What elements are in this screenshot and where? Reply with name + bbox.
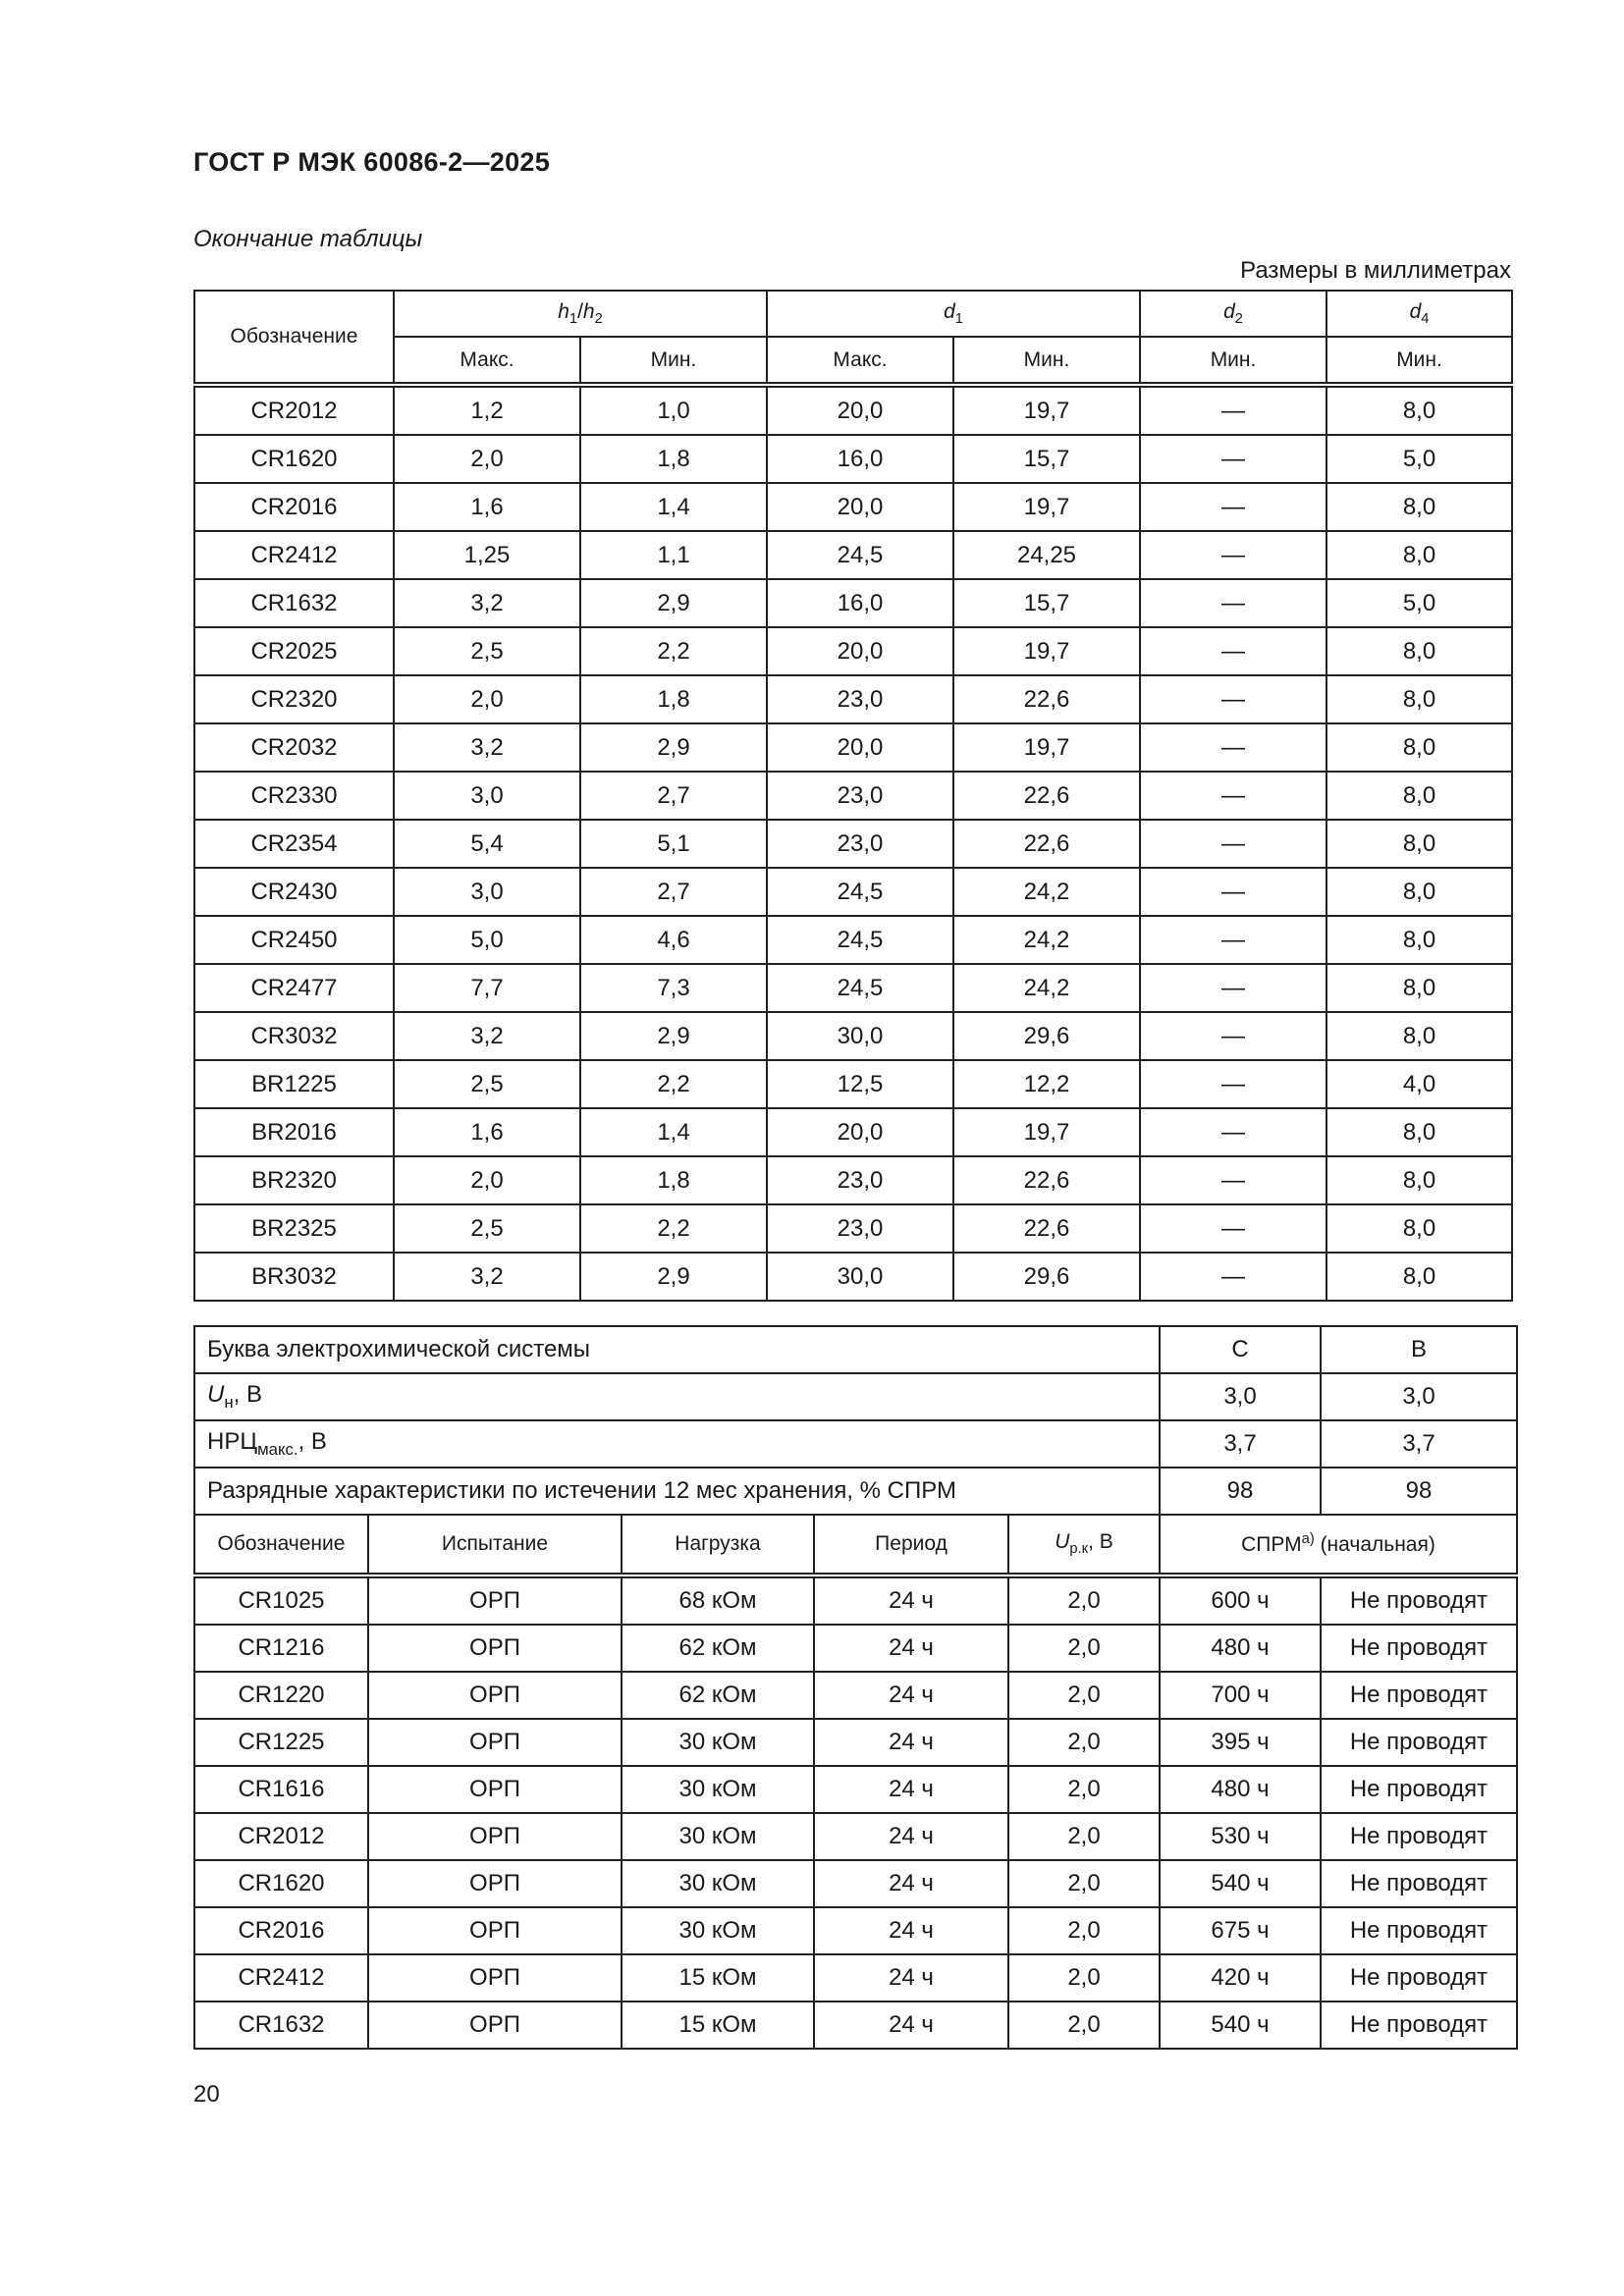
test-cell: ОРП xyxy=(368,2002,622,2049)
d1-min-cell: 19,7 xyxy=(953,483,1140,531)
upk-cell: 2,0 xyxy=(1008,1625,1160,1672)
spm-b-cell: Не проводят xyxy=(1321,1719,1517,1766)
table-row xyxy=(194,675,1512,723)
test-cell: ОРП xyxy=(368,1860,622,1907)
h2-symbol: h xyxy=(582,299,595,323)
d1-min-cell: 19,7 xyxy=(953,385,1140,435)
designation-cell: CR1616 xyxy=(194,1766,368,1813)
h-min-cell: 1,8 xyxy=(580,1156,767,1204)
h-max-cell: 3,0 xyxy=(394,868,580,916)
table-row xyxy=(194,1575,1517,1625)
table-row xyxy=(194,1204,1512,1253)
d4-min-cell: 8,0 xyxy=(1326,820,1512,868)
h1-symbol: h xyxy=(558,299,569,323)
d2-subscript: 2 xyxy=(1234,311,1243,328)
table-row xyxy=(194,579,1512,627)
h-min-cell: 1,1 xyxy=(580,531,767,579)
h-max-cell: 3,2 xyxy=(394,1253,580,1301)
h-max-cell: 3,0 xyxy=(394,772,580,820)
load-cell: 15 кОм xyxy=(622,2002,814,2049)
spm-b-cell: Не проводят xyxy=(1321,1907,1517,1954)
h2-subscript: 2 xyxy=(594,311,603,328)
d2-min-cell: — xyxy=(1140,916,1326,964)
header-d1 xyxy=(767,291,1140,337)
h-min-cell: 2,9 xyxy=(580,1012,767,1060)
d1-max-cell: 20,0 xyxy=(767,483,953,531)
designation-cell: CR2430 xyxy=(194,868,394,916)
h-min-cell: 2,2 xyxy=(580,1060,767,1108)
header-d1-min: Мин. xyxy=(953,337,1140,385)
designation-cell: BR2325 xyxy=(194,1204,394,1253)
d4-min-cell: 8,0 xyxy=(1326,627,1512,675)
table-row xyxy=(194,2002,1517,2049)
upk-cell: 2,0 xyxy=(1008,1719,1160,1766)
d4-min-cell: 5,0 xyxy=(1326,579,1512,627)
document-header: ГОСТ Р МЭК 60086-2—2025 xyxy=(193,147,551,177)
designation-cell: CR1632 xyxy=(194,2002,368,2049)
h-min-cell: 7,3 xyxy=(580,964,767,1012)
d1-min-cell: 19,7 xyxy=(953,1108,1140,1156)
test-cell: ОРП xyxy=(368,1813,622,1860)
designation-cell: CR2330 xyxy=(194,772,394,820)
d4-min-cell: 8,0 xyxy=(1326,531,1512,579)
d1-min-cell: 29,6 xyxy=(953,1012,1140,1060)
d2-min-cell: — xyxy=(1140,385,1326,435)
designation-cell: BR2016 xyxy=(194,1108,394,1156)
d1-min-cell: 22,6 xyxy=(953,1204,1140,1253)
table-row xyxy=(194,1907,1517,1954)
designation-cell: BR2320 xyxy=(194,1156,394,1204)
table-row xyxy=(194,627,1512,675)
d1-max-cell: 20,0 xyxy=(767,1108,953,1156)
designation-cell: CR1620 xyxy=(194,435,394,483)
discharge-b: 98 xyxy=(1321,1468,1517,1515)
load-cell: 62 кОм xyxy=(622,1625,814,1672)
d2-min-cell: — xyxy=(1140,964,1326,1012)
spm-footnote-mark: а) xyxy=(1301,1531,1315,1547)
h-max-cell: 1,25 xyxy=(394,531,580,579)
d4-min-cell: 8,0 xyxy=(1326,1156,1512,1204)
designation-cell: CR1225 xyxy=(194,1719,368,1766)
designation-cell: CR1220 xyxy=(194,1672,368,1719)
period-cell: 24 ч xyxy=(814,1625,1008,1672)
h-min-cell: 2,9 xyxy=(580,579,767,627)
table-row xyxy=(194,1719,1517,1766)
h-min-cell: 1,8 xyxy=(580,435,767,483)
d1-min-cell: 24,2 xyxy=(953,964,1140,1012)
designation-cell: CR2016 xyxy=(194,1907,368,1954)
designation-cell: CR2477 xyxy=(194,964,394,1012)
header-spm xyxy=(1160,1515,1517,1575)
period-cell: 24 ч xyxy=(814,1954,1008,2002)
h-min-cell: 2,7 xyxy=(580,772,767,820)
d4-min-cell: 8,0 xyxy=(1326,1253,1512,1301)
d1-max-cell: 20,0 xyxy=(767,385,953,435)
spm-b-cell: Не проводят xyxy=(1321,1672,1517,1719)
h-min-cell: 2,2 xyxy=(580,627,767,675)
test-cell: ОРП xyxy=(368,1625,622,1672)
table-row xyxy=(194,1156,1512,1204)
period-cell: 24 ч xyxy=(814,1907,1008,1954)
header-test: Испытание xyxy=(368,1515,622,1575)
h-min-cell: 1,8 xyxy=(580,675,767,723)
d1-max-cell: 24,5 xyxy=(767,531,953,579)
designation-cell: CR2025 xyxy=(194,627,394,675)
d1-max-cell: 30,0 xyxy=(767,1012,953,1060)
d2-min-cell: — xyxy=(1140,579,1326,627)
d4-min-cell: 8,0 xyxy=(1326,675,1512,723)
header-d2-min: Мин. xyxy=(1140,337,1326,385)
table-row xyxy=(194,1625,1517,1672)
designation-cell: CR2320 xyxy=(194,675,394,723)
d1-min-cell: 29,6 xyxy=(953,1253,1140,1301)
d4-min-cell: 8,0 xyxy=(1326,868,1512,916)
d2-min-cell: — xyxy=(1140,1108,1326,1156)
designation-cell: CR2412 xyxy=(194,531,394,579)
h-min-cell: 2,2 xyxy=(580,1204,767,1253)
h-max-cell: 2,0 xyxy=(394,675,580,723)
load-cell: 68 кОм xyxy=(622,1575,814,1625)
table-row xyxy=(194,772,1512,820)
h-min-cell: 1,4 xyxy=(580,1108,767,1156)
spm-c-cell: 420 ч xyxy=(1160,1954,1321,2002)
header-h-min: Мин. xyxy=(580,337,767,385)
d4-min-cell: 8,0 xyxy=(1326,964,1512,1012)
period-cell: 24 ч xyxy=(814,2002,1008,2049)
d1-min-cell: 15,7 xyxy=(953,579,1140,627)
upk-cell: 2,0 xyxy=(1008,1575,1160,1625)
designation-cell: CR1025 xyxy=(194,1575,368,1625)
d4-min-cell: 8,0 xyxy=(1326,1012,1512,1060)
period-cell: 24 ч xyxy=(814,1719,1008,1766)
spm-c-cell: 675 ч xyxy=(1160,1907,1321,1954)
system-letter-label: Буква электрохимической системы xyxy=(194,1326,1160,1373)
d1-min-cell: 22,6 xyxy=(953,675,1140,723)
spm-b-cell: Не проводят xyxy=(1321,1954,1517,2002)
d4-min-cell: 5,0 xyxy=(1326,435,1512,483)
max-ocv-c: 3,7 xyxy=(1160,1420,1321,1468)
table-row xyxy=(194,531,1512,579)
d1-min-cell: 12,2 xyxy=(953,1060,1140,1108)
h1-subscript: 1 xyxy=(568,311,578,328)
spm-b-cell: Не проводят xyxy=(1321,1625,1517,1672)
table-caption: Окончание таблицы xyxy=(193,226,423,252)
period-cell: 24 ч xyxy=(814,1672,1008,1719)
load-cell: 30 кОм xyxy=(622,1907,814,1954)
designation-cell: CR1632 xyxy=(194,579,394,627)
test-cell: ОРП xyxy=(368,1672,622,1719)
h-min-cell: 4,6 xyxy=(580,916,767,964)
upk-cell: 2,0 xyxy=(1008,1766,1160,1813)
h-max-cell: 2,5 xyxy=(394,1060,580,1108)
un-symbol: U xyxy=(207,1381,225,1409)
h-max-cell: 2,5 xyxy=(394,627,580,675)
period-cell: 24 ч xyxy=(814,1766,1008,1813)
spm-b-cell: Не проводят xyxy=(1321,1860,1517,1907)
h-min-cell: 5,1 xyxy=(580,820,767,868)
d4-subscript: 4 xyxy=(1421,311,1430,328)
designation-cell: CR2012 xyxy=(194,385,394,435)
max-ocv-label xyxy=(194,1420,1160,1468)
d1-min-cell: 19,7 xyxy=(953,723,1140,772)
period-cell: 24 ч xyxy=(814,1575,1008,1625)
spm-b-cell: Не проводят xyxy=(1321,1813,1517,1860)
table-row xyxy=(194,1954,1517,2002)
table-row xyxy=(194,1813,1517,1860)
spm-suffix: (начальная) xyxy=(1314,1533,1435,1556)
test-cell: ОРП xyxy=(368,1954,622,2002)
d2-min-cell: — xyxy=(1140,1204,1326,1253)
h-min-cell: 2,9 xyxy=(580,1253,767,1301)
d4-min-cell: 4,0 xyxy=(1326,1060,1512,1108)
h-max-cell: 3,2 xyxy=(394,723,580,772)
d4-min-cell: 8,0 xyxy=(1326,483,1512,531)
designation-cell: CR1216 xyxy=(194,1625,368,1672)
h-min-cell: 2,9 xyxy=(580,723,767,772)
d1-min-cell: 24,2 xyxy=(953,868,1140,916)
table-row xyxy=(194,385,1512,435)
upk-cell: 2,0 xyxy=(1008,1813,1160,1860)
header-upk xyxy=(1008,1515,1160,1575)
d1-max-cell: 24,5 xyxy=(767,868,953,916)
system-letter-row xyxy=(194,1326,1517,1373)
d1-max-cell: 23,0 xyxy=(767,1156,953,1204)
ocv-suffix: , В xyxy=(298,1428,327,1456)
discharge-row xyxy=(194,1468,1517,1515)
characteristics-table-body xyxy=(194,1326,1517,2049)
table-row xyxy=(194,1766,1517,1813)
spm-label: СПРМ xyxy=(1241,1533,1302,1556)
h-max-cell: 5,0 xyxy=(394,916,580,964)
designation-cell: CR1620 xyxy=(194,1860,368,1907)
designation-cell: BR3032 xyxy=(194,1253,394,1301)
header-load: Нагрузка xyxy=(622,1515,814,1575)
table-row xyxy=(194,1253,1512,1301)
table-row xyxy=(194,868,1512,916)
d4-min-cell: 8,0 xyxy=(1326,385,1512,435)
table-row xyxy=(194,916,1512,964)
d4-min-cell: 8,0 xyxy=(1326,1204,1512,1253)
upk-cell: 2,0 xyxy=(1008,2002,1160,2049)
d2-min-cell: — xyxy=(1140,1253,1326,1301)
h-max-cell: 2,0 xyxy=(394,1156,580,1204)
spm-c-cell: 530 ч xyxy=(1160,1813,1321,1860)
designation-cell: BR1225 xyxy=(194,1060,394,1108)
dimensions-table xyxy=(193,290,1513,1302)
load-cell: 30 кОм xyxy=(622,1860,814,1907)
header-test-designation: Обозначение xyxy=(194,1515,368,1575)
un-subscript: н xyxy=(224,1392,234,1412)
header-d4 xyxy=(1326,291,1512,337)
d1-min-cell: 22,6 xyxy=(953,1156,1140,1204)
spm-b-cell: Не проводят xyxy=(1321,1575,1517,1625)
d2-min-cell: — xyxy=(1140,483,1326,531)
header-h1-h2 xyxy=(394,291,767,337)
period-cell: 24 ч xyxy=(814,1860,1008,1907)
h-max-cell: 7,7 xyxy=(394,964,580,1012)
d1-max-cell: 30,0 xyxy=(767,1253,953,1301)
d1-max-cell: 23,0 xyxy=(767,1204,953,1253)
d1-max-cell: 20,0 xyxy=(767,723,953,772)
un-suffix: , В xyxy=(233,1381,262,1409)
load-cell: 30 кОм xyxy=(622,1719,814,1766)
h-max-cell: 1,6 xyxy=(394,483,580,531)
nominal-voltage-c: 3,0 xyxy=(1160,1373,1321,1420)
spm-b-cell: Не проводят xyxy=(1321,1766,1517,1813)
period-cell: 24 ч xyxy=(814,1813,1008,1860)
designation-cell: CR2412 xyxy=(194,1954,368,2002)
discharge-c: 98 xyxy=(1160,1468,1321,1515)
designation-cell: CR2016 xyxy=(194,483,394,531)
d2-min-cell: — xyxy=(1140,435,1326,483)
load-cell: 62 кОм xyxy=(622,1672,814,1719)
designation-cell: CR3032 xyxy=(194,1012,394,1060)
d1-min-cell: 15,7 xyxy=(953,435,1140,483)
load-cell: 30 кОм xyxy=(622,1813,814,1860)
d1-min-cell: 22,6 xyxy=(953,820,1140,868)
upk-symbol: U xyxy=(1055,1530,1070,1554)
header-d2 xyxy=(1140,291,1326,337)
test-header-row xyxy=(194,1515,1517,1575)
system-letter-c: C xyxy=(1160,1326,1321,1373)
d2-min-cell: — xyxy=(1140,675,1326,723)
h-max-cell: 1,2 xyxy=(394,385,580,435)
header-d4-min: Мин. xyxy=(1326,337,1512,385)
discharge-label: Разрядные характеристики по истечении 12 мес хранения, % СПРМ xyxy=(194,1468,1160,1515)
upk-cell: 2,0 xyxy=(1008,1860,1160,1907)
system-letter-b: B xyxy=(1321,1326,1517,1373)
test-cell: ОРП xyxy=(368,1719,622,1766)
load-cell: 30 кОм xyxy=(622,1766,814,1813)
ocv-subscript: макс. xyxy=(257,1439,298,1459)
d1-min-cell: 24,25 xyxy=(953,531,1140,579)
spm-c-cell: 540 ч xyxy=(1160,2002,1321,2049)
ocv-prefix: НРЦ xyxy=(207,1428,258,1456)
d1-max-cell: 23,0 xyxy=(767,820,953,868)
page-number: 20 xyxy=(193,2081,220,2108)
d1-max-cell: 24,5 xyxy=(767,964,953,1012)
d2-min-cell: — xyxy=(1140,772,1326,820)
d1-max-cell: 24,5 xyxy=(767,916,953,964)
h-max-cell: 2,0 xyxy=(394,435,580,483)
d1-min-cell: 19,7 xyxy=(953,627,1140,675)
d4-min-cell: 8,0 xyxy=(1326,1108,1512,1156)
nominal-voltage-row xyxy=(194,1373,1517,1420)
dimensions-table-body xyxy=(194,385,1512,1301)
spm-c-cell: 700 ч xyxy=(1160,1672,1321,1719)
d1-max-cell: 16,0 xyxy=(767,435,953,483)
test-cell: ОРП xyxy=(368,1907,622,1954)
spm-c-cell: 540 ч xyxy=(1160,1860,1321,1907)
header-h-max: Макс. xyxy=(394,337,580,385)
d1-subscript: 1 xyxy=(954,311,963,328)
spm-c-cell: 395 ч xyxy=(1160,1719,1321,1766)
d1-max-cell: 12,5 xyxy=(767,1060,953,1108)
table-row xyxy=(194,1672,1517,1719)
d4-min-cell: 8,0 xyxy=(1326,772,1512,820)
d1-max-cell: 23,0 xyxy=(767,772,953,820)
h-min-cell: 1,4 xyxy=(580,483,767,531)
d2-min-cell: — xyxy=(1140,1012,1326,1060)
h-min-cell: 2,7 xyxy=(580,868,767,916)
table-row xyxy=(194,483,1512,531)
upk-cell: 2,0 xyxy=(1008,1954,1160,2002)
spm-b-cell: Не проводят xyxy=(1321,2002,1517,2049)
h-min-cell: 1,0 xyxy=(580,385,767,435)
h-max-cell: 3,2 xyxy=(394,579,580,627)
h-slash: / xyxy=(577,299,583,323)
table-row xyxy=(194,1012,1512,1060)
designation-cell: CR2354 xyxy=(194,820,394,868)
spm-c-cell: 480 ч xyxy=(1160,1766,1321,1813)
table-row xyxy=(194,723,1512,772)
d4-symbol: d xyxy=(1409,299,1422,323)
header-d1-max: Макс. xyxy=(767,337,953,385)
d1-min-cell: 22,6 xyxy=(953,772,1140,820)
max-ocv-b: 3,7 xyxy=(1321,1420,1517,1468)
d1-min-cell: 24,2 xyxy=(953,916,1140,964)
table-row xyxy=(194,820,1512,868)
h-max-cell: 3,2 xyxy=(394,1012,580,1060)
d2-min-cell: — xyxy=(1140,820,1326,868)
header-designation: Обозначение xyxy=(194,291,394,385)
designation-cell: CR2450 xyxy=(194,916,394,964)
max-ocv-row xyxy=(194,1420,1517,1468)
nominal-voltage-label xyxy=(194,1373,1160,1420)
d1-max-cell: 16,0 xyxy=(767,579,953,627)
d4-min-cell: 8,0 xyxy=(1326,723,1512,772)
d2-min-cell: — xyxy=(1140,723,1326,772)
h-max-cell: 5,4 xyxy=(394,820,580,868)
table-row xyxy=(194,1060,1512,1108)
d2-min-cell: — xyxy=(1140,1156,1326,1204)
d1-symbol: d xyxy=(944,299,955,323)
designation-cell: CR2032 xyxy=(194,723,394,772)
table-row xyxy=(194,435,1512,483)
upk-cell: 2,0 xyxy=(1008,1907,1160,1954)
units-note: Размеры в миллиметрах xyxy=(1240,257,1511,284)
d1-max-cell: 23,0 xyxy=(767,675,953,723)
test-cell: ОРП xyxy=(368,1766,622,1813)
nominal-voltage-b: 3,0 xyxy=(1321,1373,1517,1420)
h-max-cell: 1,6 xyxy=(394,1108,580,1156)
test-cell: ОРП xyxy=(368,1575,622,1625)
d4-min-cell: 8,0 xyxy=(1326,916,1512,964)
spm-c-cell: 480 ч xyxy=(1160,1625,1321,1672)
h-max-cell: 2,5 xyxy=(394,1204,580,1253)
load-cell: 15 кОм xyxy=(622,1954,814,2002)
table-row xyxy=(194,1108,1512,1156)
designation-cell: CR2012 xyxy=(194,1813,368,1860)
d2-symbol: d xyxy=(1223,299,1235,323)
d2-min-cell: — xyxy=(1140,531,1326,579)
d1-max-cell: 20,0 xyxy=(767,627,953,675)
upk-subscript: р.к xyxy=(1069,1541,1089,1558)
table-row xyxy=(194,964,1512,1012)
spm-c-cell: 600 ч xyxy=(1160,1575,1321,1625)
characteristics-table xyxy=(193,1325,1518,2050)
table-row xyxy=(194,1860,1517,1907)
upk-suffix: , В xyxy=(1088,1530,1113,1554)
d2-min-cell: — xyxy=(1140,868,1326,916)
d2-min-cell: — xyxy=(1140,1060,1326,1108)
d2-min-cell: — xyxy=(1140,627,1326,675)
header-period: Период xyxy=(814,1515,1008,1575)
upk-cell: 2,0 xyxy=(1008,1672,1160,1719)
